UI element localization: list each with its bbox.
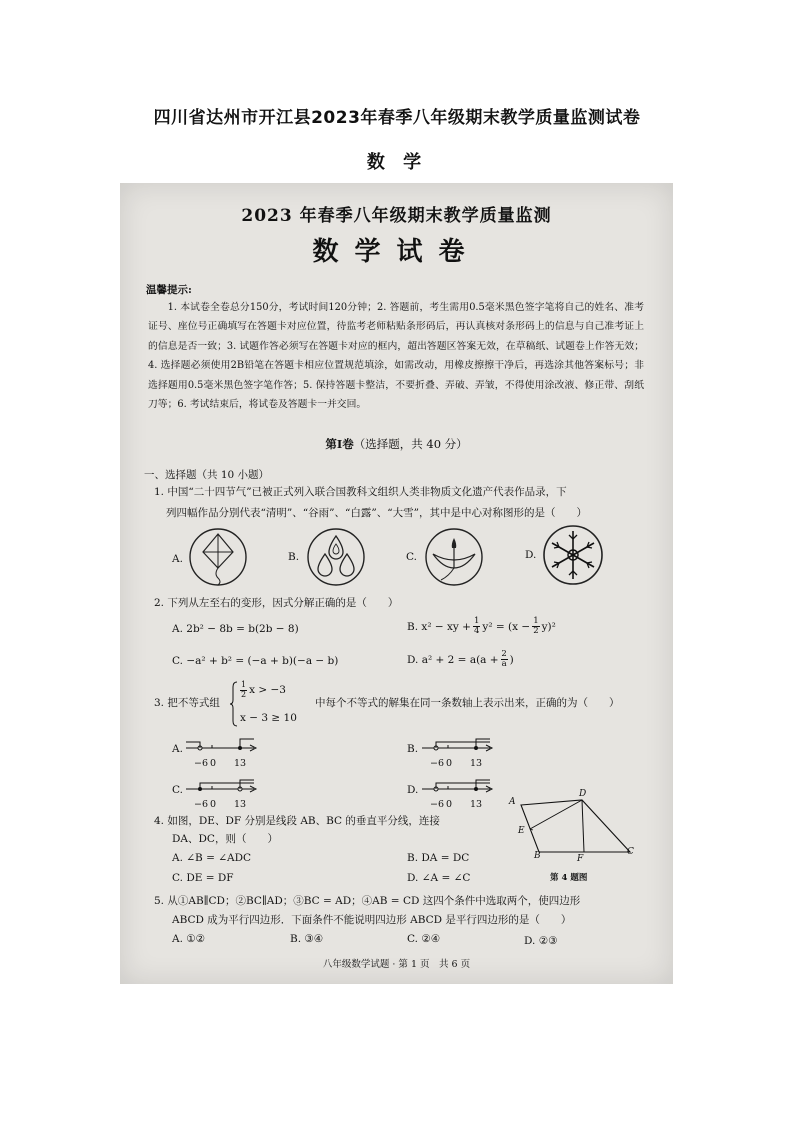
q2-option-a: A. 2b² − 8b = b(2b − 8): [172, 623, 299, 635]
part-title: 一、选择题（共 10 小题）: [144, 469, 270, 481]
exam-title: 数学试卷: [312, 237, 481, 267]
q5-option-b: B. ③④: [290, 933, 324, 945]
q5-option-a: A. ①②: [172, 933, 206, 945]
q3-ineq1: [240, 681, 286, 699]
document-title: 四川省达州市开江县2023年春季八年级期末教学质量监测试卷: [153, 108, 641, 128]
section-title-rest: （选择题，共 40 分）: [353, 437, 468, 451]
fig-point-f: F: [577, 854, 584, 864]
tick-b-neg6: −6: [430, 758, 445, 769]
q2-d-frac-den: a: [501, 659, 507, 669]
tick-a-0: 0: [210, 758, 217, 769]
q3-ineq1-rest: x > −3: [249, 684, 286, 696]
fig-point-a: A: [509, 797, 516, 807]
tick-a-13: 13: [234, 758, 247, 769]
q4-line1: 4. 如图，DE、DF 分别是线段 AB、BC 的垂直平分线，连接: [154, 815, 440, 827]
tick-b-13: 13: [470, 758, 483, 769]
q5-option-c: C. ②④: [407, 933, 441, 945]
q2-b-post: y)²: [541, 620, 556, 633]
tips-text: 1. 本试卷全卷总分150分，考试时间120分钟；2. 答题前，考生需用0.5毫米黑色签字笔将自己的姓名、准考证号、座位号正确填写在答题卡对应位置，待监考老师粘贴条形码后，再认真核对条形码上的信息与自己准考证上的信息是否一致；3. 试题作答必须写在答题卡对应的框内，超出答题区答案无效，在草稿纸、试题卷上作答无效；4. 选择题必须使用2B铅笔在答题卡相应位置规范填涂，如需改动，用橡皮擦擦干净后，再选涂其他答案标号；非选择题用0.5毫米黑色签字笔作答；5. 保持答题卡整洁，不要折叠、弄破、弄皱，不得使用涂改液、修正带、刮纸刀等；6. 考试结束后，将试卷及答题卡一并交回。: [148, 302, 644, 411]
q4-option-d: D. ∠A = ∠C: [407, 872, 471, 884]
kite-icon: [187, 526, 249, 588]
document-subject: 数 学: [366, 152, 428, 173]
tick-d-0: 0: [446, 799, 453, 810]
q2-d-pre: D. a² + 2 = a(a +: [407, 653, 499, 666]
q3-label-b: B.: [407, 743, 419, 755]
q1-label-b: B.: [288, 551, 300, 563]
fig-point-c: C: [627, 847, 634, 857]
q1-label-a: A.: [172, 553, 183, 565]
q3-ineq1-frac: [240, 681, 247, 699]
tick-c-13: 13: [234, 799, 247, 810]
q5-line2: ABCD 成为平行四边形．下面条件不能说明四边形 ABCD 是平行四边形的是（ ）: [172, 914, 572, 926]
q2-b-frac2: [532, 617, 539, 636]
scanned-exam-page: [120, 183, 673, 984]
q2-d-post: ): [509, 653, 514, 666]
q3-ineq2: x − 3 ≥ 10: [240, 712, 297, 724]
q1-line2: 列四幅作品分别代表“清明”、“谷雨”、“白露”、“大雪”，其中是中心对称图形的是（ ）: [166, 507, 587, 519]
q2-b-mid: y² = (x −: [482, 620, 531, 633]
q3-label-d: D.: [407, 784, 419, 796]
q2-b-frac2-num: 1: [533, 616, 539, 626]
tick-a-neg6: −6: [194, 758, 209, 769]
q3-label-c: C.: [172, 784, 183, 796]
section-title: [120, 436, 673, 452]
q5-line1: 5. 从①AB∥CD；②BC∥AD；③BC = AD；④AB = CD 这四个条件中选取两个，使四边形: [154, 895, 581, 907]
q2-b-frac1-den: 4: [473, 626, 480, 636]
page-footer: 八年级数学试题 · 第 1 页 共 6 页: [322, 959, 471, 970]
q2-d-frac-num: 2: [501, 649, 507, 659]
q3-ineq1-frac-den: 2: [241, 689, 247, 699]
tick-d-13: 13: [470, 799, 483, 810]
tips-title: 温馨提示:: [146, 284, 192, 296]
q2-option-b: [407, 617, 556, 636]
q1-label-d: D.: [525, 549, 537, 561]
q4-option-a: A. ∠B = ∠ADC: [172, 852, 252, 864]
q1-line1: 1. 中国“二十四节气”已被正式列入联合国教科文组织人类非物质文化遗产代表作品录，下: [154, 486, 567, 498]
q3-label-a: A.: [172, 743, 183, 755]
q2-option-d: [407, 650, 514, 669]
q2-b-pre: B. x² − xy +: [407, 620, 471, 633]
tick-c-0: 0: [210, 799, 217, 810]
fig-caption: 第 4 题图: [550, 873, 588, 883]
q4-figure: [510, 796, 640, 858]
q3-prefix: 3. 把不等式组: [154, 697, 220, 709]
q2-d-frac: [501, 650, 508, 669]
q4-option-c: C. DE = DF: [172, 872, 234, 884]
q2-stem: 2. 下列从左至右的变形，因式分解正确的是（ ）: [154, 597, 399, 609]
exam-header: 2023 年春季八年级期末教学质量监测: [241, 206, 552, 226]
q3-brace: [230, 681, 238, 727]
q2-b-frac1: [473, 617, 480, 636]
tick-c-neg6: −6: [194, 799, 209, 810]
q3-suffix: 中每个不等式的解集在同一条数轴上表示出来，正确的为（ ）: [315, 697, 620, 709]
tick-d-neg6: −6: [430, 799, 445, 810]
section-title-bold: 第Ⅰ卷: [325, 437, 354, 451]
fig-point-d: D: [579, 789, 587, 799]
snowflakes-icon: [541, 523, 605, 587]
fig-point-e: E: [518, 826, 525, 836]
q3-ineq1-frac-num: 1: [241, 680, 247, 689]
raindrops-icon: [305, 526, 367, 588]
dew-drop-icon: [423, 526, 485, 588]
q4-line2: DA、DC，则（ ）: [172, 833, 278, 845]
q1-label-c: C.: [406, 551, 417, 563]
q5-option-d: D. ②③: [524, 935, 558, 947]
q4-option-b: B. DA = DC: [407, 852, 470, 864]
fig-point-b: B: [534, 851, 541, 861]
q2-b-frac1-num: 1: [473, 616, 480, 626]
q2-option-c: C. −a² + b² = (−a + b)(−a − b): [172, 655, 339, 667]
q2-b-frac2-den: 2: [533, 626, 539, 636]
tick-b-0: 0: [446, 758, 453, 769]
